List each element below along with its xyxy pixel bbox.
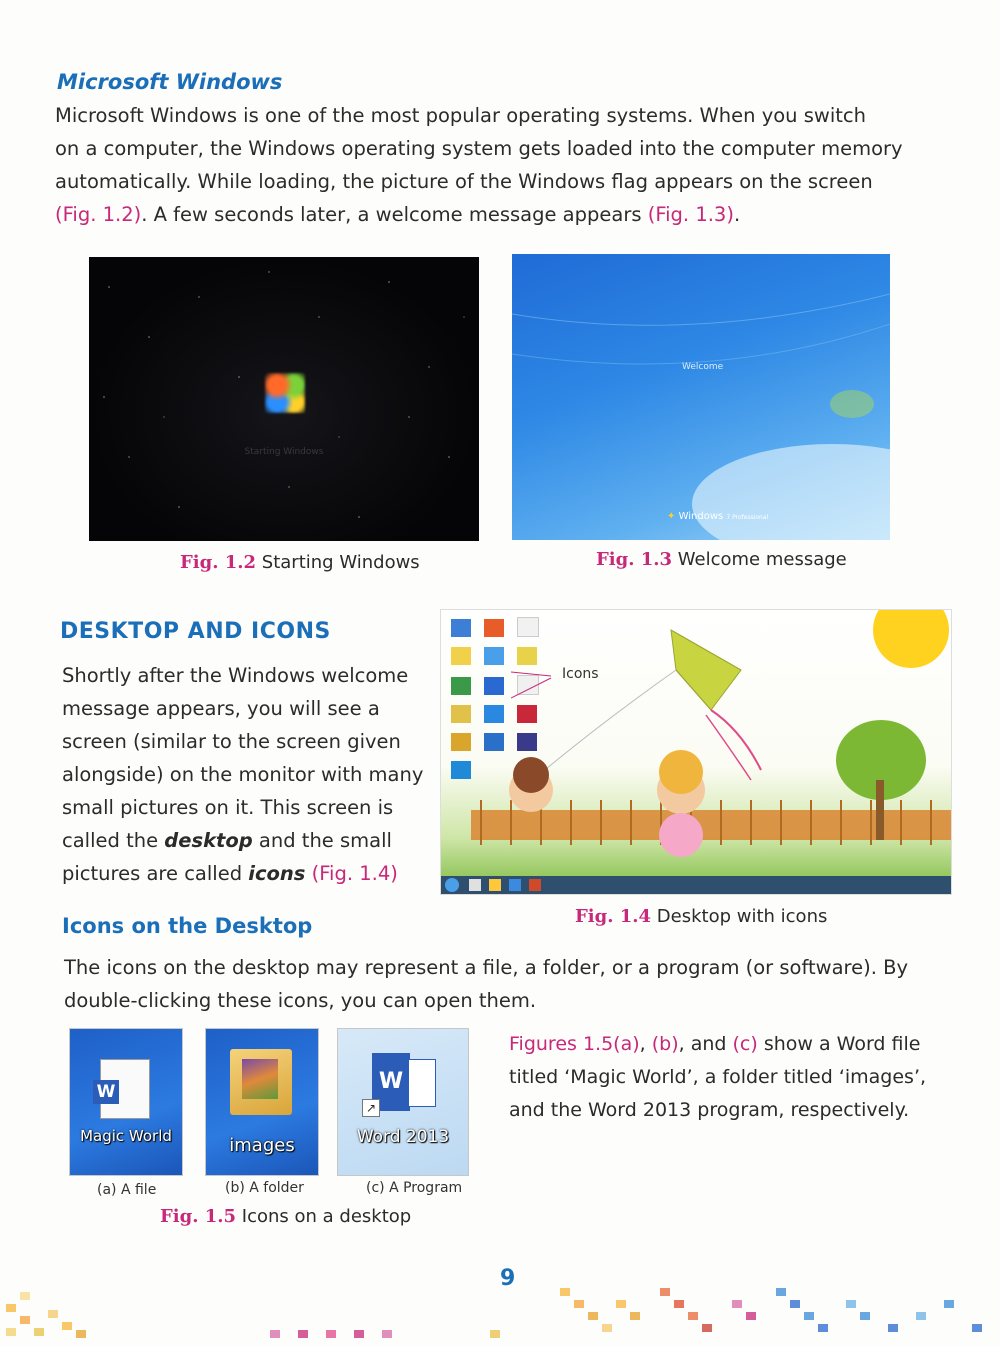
figures-description <box>509 1028 959 1127</box>
para-line <box>62 857 437 890</box>
desktop-icon-grid <box>447 614 557 786</box>
fig-number: Fig. 1.2 <box>180 552 257 573</box>
pixel-pattern <box>0 1270 1000 1342</box>
fig-number: Fig. 1.5 <box>160 1206 237 1227</box>
para-text: , and <box>678 1033 733 1055</box>
fig-1-4-caption <box>575 906 827 927</box>
taskbar-app-icon[interactable] <box>469 879 481 891</box>
fig-ref-c: (c) <box>732 1033 758 1055</box>
para-text: , <box>639 1033 652 1055</box>
starting-windows-screenshot <box>89 257 479 541</box>
para-line: and the Word 2013 program, respectively. <box>509 1099 910 1121</box>
para-line: alongside) on the monitor with many <box>62 763 424 786</box>
term-desktop: desktop <box>164 829 253 852</box>
images-folder-icon-box[interactable] <box>205 1028 319 1176</box>
sub-caption-b: (b) A folder <box>225 1180 304 1196</box>
desktop-icon[interactable] <box>484 733 504 751</box>
desktop-icon[interactable] <box>451 647 471 665</box>
caption-text: Starting Windows <box>261 552 420 573</box>
section-heading-microsoft-windows: Microsoft Windows <box>57 70 283 94</box>
para-line: screen (similar to the screen given <box>62 730 401 753</box>
icon-label: images <box>229 1135 295 1156</box>
para-line <box>62 824 437 857</box>
desktop-icon[interactable] <box>517 733 537 751</box>
para-line <box>55 198 935 231</box>
page-number: 9 <box>500 1266 516 1291</box>
fig-ref-1-5: Figures 1.5 <box>509 1033 614 1055</box>
icons-callout-label: Icons <box>562 666 599 682</box>
para-line: titled ‘Magic World’, a folder titled ‘images’, <box>509 1066 927 1088</box>
para-line: message appears, you will see a <box>62 697 380 720</box>
taskbar-app-icon[interactable] <box>529 879 541 891</box>
para-text: called the <box>62 829 165 852</box>
caption-text: Welcome message <box>677 549 847 570</box>
word-document-icon <box>96 1059 150 1119</box>
desktop-icon[interactable] <box>517 617 539 637</box>
para-text: and the small <box>252 829 392 852</box>
intro-paragraph <box>55 99 935 231</box>
fig-ref-1-4: (Fig. 1.4) <box>305 862 398 885</box>
para-end: . <box>733 203 741 226</box>
desktop-icon[interactable] <box>484 677 504 695</box>
welcome-background <box>512 254 890 540</box>
desktop-icon[interactable] <box>484 647 504 665</box>
section-heading-desktop-and-icons: DESKTOP AND ICONS <box>60 619 331 644</box>
taskbar <box>441 876 951 894</box>
fig-ref-b: (b) <box>651 1033 679 1055</box>
fig-ref-1-3: (Fig. 1.3) <box>647 203 734 226</box>
desktop-paragraph <box>62 659 437 890</box>
para-line: Microsoft Windows is one of the most popular operating systems. When you switch <box>55 104 866 127</box>
sub-caption-a: (a) A file <box>97 1182 157 1198</box>
taskbar-app-icon[interactable] <box>489 879 501 891</box>
fig-ref-a: (a) <box>613 1033 640 1055</box>
welcome-message-screenshot <box>512 254 890 540</box>
windows-flag-icon <box>265 373 305 413</box>
windows-logo-icon: ✦ <box>667 511 676 522</box>
term-icons: icons <box>248 862 306 885</box>
para-line: automatically. While loading, the picture of the Windows flag appears on the screen <box>55 170 873 193</box>
shortcut-arrow-icon: ↗ <box>362 1099 380 1117</box>
fig-number: Fig. 1.4 <box>575 906 652 927</box>
desktop-icon[interactable] <box>484 619 504 637</box>
desktop-screenshot <box>440 609 952 895</box>
para-text: . A few seconds later, a welcome message appears <box>141 203 648 226</box>
fig-1-2-caption <box>180 552 420 573</box>
desktop-icon[interactable] <box>451 705 471 723</box>
desktop-icon[interactable] <box>451 619 471 637</box>
desktop-icon[interactable] <box>517 705 537 723</box>
fig-number: Fig. 1.3 <box>596 549 673 570</box>
decorative-footer-pattern <box>0 1270 1000 1342</box>
para-line: Shortly after the Windows welcome <box>62 664 409 687</box>
icons-paragraph <box>64 951 964 1017</box>
fig-1-5-caption <box>160 1206 411 1227</box>
word-2013-icon <box>372 1053 434 1111</box>
para-text: show a Word file <box>757 1033 921 1055</box>
para-line: on a computer, the Windows operating system gets loaded into the computer memory <box>55 137 903 160</box>
photo-thumbnail-icon <box>242 1059 278 1099</box>
desktop-icon[interactable] <box>451 761 471 779</box>
word-badge-icon: W <box>93 1080 119 1104</box>
para-line: The icons on the desktop may represent a file, a folder, or a program (or software). By <box>64 956 909 979</box>
caption-text: Icons on a desktop <box>241 1206 412 1227</box>
magic-world-file-icon-box[interactable] <box>69 1028 183 1176</box>
start-button[interactable] <box>445 878 459 892</box>
icon-label: Word 2013 <box>356 1127 450 1147</box>
para-line: double-clicking these icons, you can open them. <box>64 989 537 1012</box>
section-heading-icons-on-desktop: Icons on the Desktop <box>62 914 313 938</box>
desktop-icon[interactable] <box>451 677 471 695</box>
caption-text: Desktop with icons <box>656 906 828 927</box>
word-page-icon <box>408 1059 436 1107</box>
brand-suffix: 7 Professional <box>726 514 769 521</box>
para-text: pictures are called <box>62 862 249 885</box>
fig-1-3-caption <box>596 549 847 570</box>
sub-caption-c: (c) A Program <box>366 1180 463 1196</box>
word-glyph: W <box>372 1053 410 1111</box>
desktop-icon[interactable] <box>484 705 504 723</box>
desktop-icon[interactable] <box>451 733 471 751</box>
icon-label: Magic World <box>80 1127 172 1145</box>
word-2013-program-icon-box[interactable] <box>337 1028 469 1176</box>
para-line <box>509 1028 959 1061</box>
taskbar-app-icon[interactable] <box>509 879 521 891</box>
folder-icon <box>230 1049 292 1115</box>
starting-windows-screen-text: Starting Windows <box>244 447 324 457</box>
para-line: small pictures on it. This screen is <box>62 796 394 819</box>
brand-text: Windows <box>678 511 724 522</box>
windows-7-brand <box>667 511 768 522</box>
fig-ref-1-2: (Fig. 1.2) <box>55 203 142 226</box>
welcome-screen-text: Welcome <box>682 362 724 372</box>
